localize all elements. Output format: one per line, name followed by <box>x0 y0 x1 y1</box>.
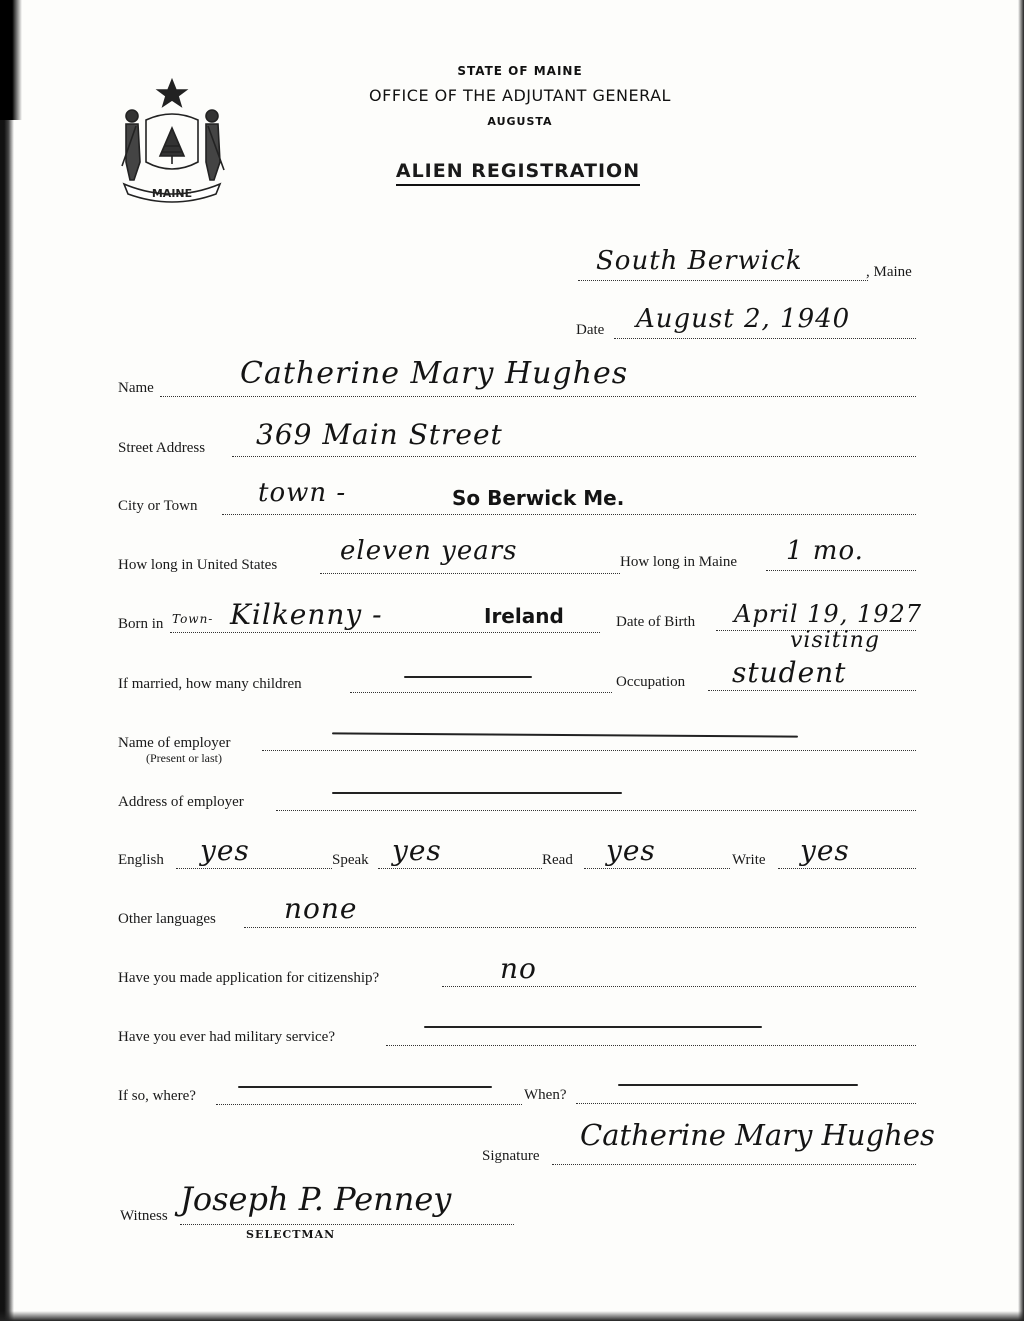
signature-line <box>552 1164 916 1165</box>
scan-edge-left <box>0 0 14 1321</box>
occupation-line <box>708 690 916 691</box>
occupation-label: Occupation <box>616 674 686 690</box>
city-line <box>222 514 916 515</box>
employer-address-label: Address of employer <box>118 794 244 810</box>
city-print-value: So Berwick Me. <box>452 486 625 510</box>
date-label: Date <box>576 322 605 338</box>
other-languages-value: none <box>284 892 358 925</box>
scan-edge-bottom <box>0 1311 1024 1321</box>
city-script-value: town - <box>258 478 347 508</box>
form-title: ALIEN REGISTRATION <box>396 160 640 186</box>
born-in-line <box>170 632 600 633</box>
street-label: Street Address <box>118 440 206 456</box>
born-in-print-value: Ireland <box>484 604 564 628</box>
place-value: South Berwick <box>596 246 803 276</box>
witness-signature-value: Joseph P. Penney <box>180 1180 452 1218</box>
speak-line <box>378 868 542 869</box>
married-children-label: If married, how many children <box>118 676 302 692</box>
married-children-line <box>350 692 612 693</box>
seal-banner-text: MAINE <box>151 187 193 200</box>
name-label: Name <box>118 380 154 396</box>
write-line <box>778 868 916 869</box>
how-long-us-line <box>320 573 620 574</box>
when-label: When? <box>524 1087 567 1103</box>
citizenship-line <box>442 986 916 987</box>
read-line <box>584 868 730 869</box>
military-dash <box>424 1026 762 1028</box>
occupation-value: student <box>732 656 847 689</box>
place-line <box>578 280 868 281</box>
born-prefix-value: Town- <box>172 612 214 626</box>
read-label: Read <box>542 852 573 868</box>
english-value: yes <box>200 834 250 867</box>
if-so-where-line <box>216 1104 522 1105</box>
other-languages-line <box>244 927 916 928</box>
city-label: City or Town <box>118 498 198 514</box>
how-long-maine-label: How long in Maine <box>620 554 738 570</box>
name-line <box>160 396 916 397</box>
signature-value: Catherine Mary Hughes <box>580 1118 935 1152</box>
occupation-note-value: visiting <box>790 628 880 653</box>
married-children-dash <box>404 676 532 678</box>
employer-name-dash <box>332 732 798 737</box>
military-line <box>386 1045 916 1046</box>
employer-name-line <box>262 750 916 751</box>
maine-label: , Maine <box>866 264 912 280</box>
read-value: yes <box>606 834 656 867</box>
when-dash <box>618 1084 858 1086</box>
write-label: Write <box>732 852 766 868</box>
witness-line <box>180 1224 514 1225</box>
other-languages-label: Other languages <box>118 911 216 927</box>
employer-address-line <box>276 810 916 811</box>
born-in-label: Born in <box>118 616 164 632</box>
date-value: August 2, 1940 <box>636 304 851 334</box>
write-value: yes <box>800 834 850 867</box>
title-wrap <box>378 160 658 186</box>
how-long-us-value: eleven years <box>340 536 518 566</box>
speak-value: yes <box>392 834 442 867</box>
header-state: STATE OF MAINE <box>457 64 583 78</box>
if-so-where-label: If so, where? <box>118 1088 196 1104</box>
how-long-maine-value: 1 mo. <box>786 536 864 566</box>
citizenship-value: no <box>500 952 537 985</box>
date-line <box>614 338 916 339</box>
how-long-maine-line <box>766 570 916 571</box>
date-of-birth-label: Date of Birth <box>616 614 696 630</box>
date-of-birth-value: April 19, 1927 <box>734 600 923 628</box>
military-label: Have you ever had military service? <box>118 1029 335 1045</box>
street-value: 369 Main Street <box>256 418 503 451</box>
when-line <box>576 1103 916 1104</box>
witness-label: Witness <box>120 1208 168 1224</box>
scan-edge-right <box>1018 0 1024 1321</box>
if-so-where-dash <box>238 1086 492 1088</box>
born-in-script-value: Kilkenny - <box>230 598 383 631</box>
english-label: English <box>118 852 164 868</box>
employer-address-dash <box>332 792 622 794</box>
how-long-us-label: How long in United States <box>118 557 278 573</box>
employer-name-sublabel: (Present or last) <box>146 751 222 765</box>
street-line <box>232 456 916 457</box>
english-line <box>176 868 332 869</box>
signature-label: Signature <box>482 1148 540 1164</box>
witness-title-value: SELECTMAN <box>246 1228 336 1241</box>
citizenship-label: Have you made application for citizenship? <box>118 970 380 986</box>
employer-name-label: Name of employer <box>118 735 231 751</box>
speak-label: Speak <box>332 852 369 868</box>
header-city: AUGUSTA <box>487 115 553 128</box>
name-value: Catherine Mary Hughes <box>240 356 629 391</box>
header-office: OFFICE OF THE ADJUTANT GENERAL <box>369 86 671 105</box>
